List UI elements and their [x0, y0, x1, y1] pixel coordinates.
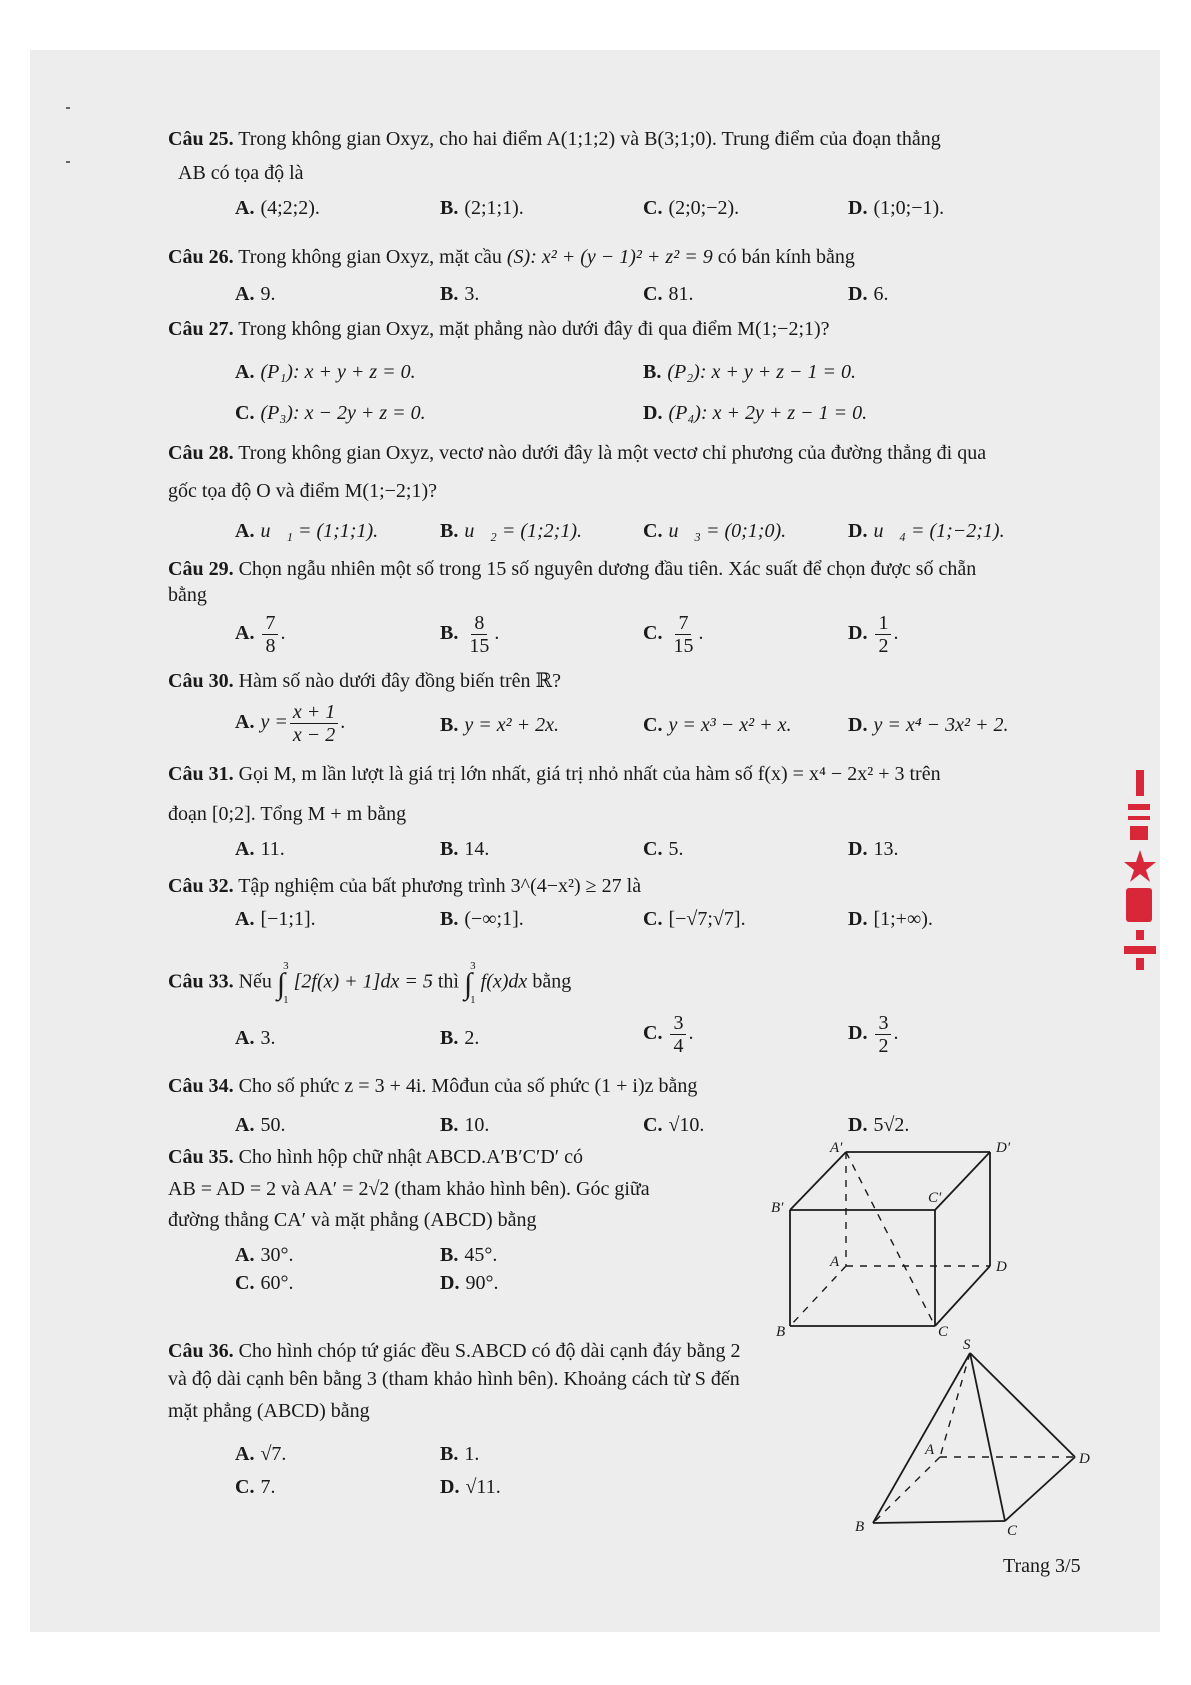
q36-option-d[interactable]: D. √11. [440, 1476, 501, 1498]
q31-line2: đoạn [0;2]. Tổng M + m bằng [168, 803, 407, 825]
q31-line1: Câu 31. Gọi M, m lần lượt là giá trị lớn nhất, giá trị nhỏ nhất của hàm số f(x) = x⁴ − 2x² + 3 trên [168, 763, 941, 785]
edge-d1c1 [935, 1152, 990, 1210]
q35-line2: AB = AD = 2 và AA′ = 2√2 (tham khảo hình bên). Góc giữa [168, 1178, 650, 1200]
q25-option-b[interactable]: B. (2;1;1). [440, 197, 524, 219]
q31-option-a[interactable]: A. 11. [235, 838, 285, 860]
edge-sd [970, 1353, 1075, 1457]
label-b: B [855, 1519, 865, 1535]
q32-line: Câu 32. Tập nghiệm của bất phương trình 3^(4−x²) ≥ 27 là [168, 875, 642, 897]
q33-option-d[interactable]: D. $\frac{3}{2}$ . [848, 1012, 899, 1057]
q31-option-b[interactable]: B. 14. [440, 838, 490, 860]
q36-line3: mặt phẳng (ABCD) bằng [168, 1400, 370, 1422]
edge-ab-hidden [873, 1457, 940, 1523]
q33-option-c[interactable]: C. $\frac{3}{4}$ . [643, 1012, 694, 1057]
q35-line1: Câu 35. Cho hình hộp chữ nhật ABCD.A′B′C′D′ có [168, 1146, 584, 1168]
q30-option-a[interactable]: A. y = $\frac{x + 1}{x - 2}$ . [235, 701, 346, 746]
q29-option-a[interactable]: A. $\frac{7}{8}$ . [235, 612, 286, 657]
q27-option-d[interactable]: D. (P₄): x + 2y + z − 1 = 0. [643, 402, 868, 424]
q30-option-c[interactable]: C. y = x³ − x² + x. [643, 714, 792, 736]
q32-option-a[interactable]: A. [−1;1]. [235, 908, 316, 930]
label-a1: A′ [830, 1140, 843, 1156]
label-d1: D′ [996, 1140, 1011, 1156]
q29-line1: Câu 29. Chọn ngẫu nhiên một số trong 15 số nguyên dương đầu tiên. Xác suất để chọn được số chẵn [168, 558, 977, 580]
q25-option-a[interactable]: A. (4;2;2). [235, 197, 320, 219]
edge-sc [970, 1353, 1005, 1521]
q25-option-d[interactable]: D. (1;0;−1). [848, 197, 945, 219]
q29-option-d[interactable]: D. $\frac{1}{2}$ . [848, 612, 899, 657]
q31-option-d[interactable]: D. 13. [848, 838, 899, 860]
q35-option-a[interactable]: A. 30°. [235, 1244, 294, 1266]
edge-sa-hidden [940, 1353, 970, 1457]
label-c: C [1007, 1523, 1018, 1535]
q36-line1: Câu 36. Cho hình chóp tứ giác đều S.ABCD có độ dài cạnh đáy bằng 2 [168, 1340, 741, 1362]
edge-ab-hidden [790, 1266, 846, 1326]
q26-option-c[interactable]: C. 81. [643, 283, 694, 305]
q27-line: Câu 27. Trong không gian Oxyz, mặt phẳng nào dưới đây đi qua điểm M(1;−2;1)? [168, 318, 830, 340]
label-c: C [938, 1324, 949, 1340]
q25-line2: AB có tọa độ là [178, 162, 304, 184]
q27-option-b[interactable]: B. (P₂): x + y + z − 1 = 0. [643, 361, 857, 383]
edge-cd [1005, 1457, 1075, 1521]
edge-sb [873, 1353, 970, 1523]
q34-option-d[interactable]: D. 5√2. [848, 1114, 910, 1136]
q30-option-b[interactable]: B. y = x² + 2x. [440, 714, 559, 736]
q36-option-b[interactable]: B. 1. [440, 1443, 480, 1465]
q35-box-figure [770, 1140, 1030, 1340]
label-a: A [830, 1254, 840, 1270]
q30-option-d[interactable]: D. y = x⁴ − 3x² + 2. [848, 714, 1009, 736]
scan-mark [66, 107, 70, 109]
edge-a1b1 [790, 1152, 846, 1210]
q33-option-b[interactable]: B. 2. [440, 1027, 480, 1049]
q35-option-b[interactable]: B. 45°. [440, 1244, 498, 1266]
q26-option-a[interactable]: A. 9. [235, 283, 276, 305]
label-d: D [1079, 1451, 1090, 1467]
q28-option-d[interactable]: D. u⃗₄ = (1;−2;1). [848, 520, 1005, 542]
label-s: S [963, 1337, 971, 1353]
integral-sign: ∫ [276, 967, 286, 1001]
diagonal-ca1 [846, 1152, 935, 1326]
q28-line2: gốc tọa độ O và điểm M(1;−2;1)? [168, 480, 437, 502]
label-c1: C′ [928, 1190, 942, 1206]
integral-sign: ∫ [463, 967, 473, 1001]
q36-option-a[interactable]: A. √7. [235, 1443, 287, 1465]
q34-option-c[interactable]: C. √10. [643, 1114, 705, 1136]
q27-option-a[interactable]: A. (P₁): x + y + z = 0. [235, 361, 416, 383]
q36-option-c[interactable]: C. 7. [235, 1476, 276, 1498]
q33-line: Câu 33. Nếu ∫ 3 1 [2f(x) + 1]dx = 5 thì ∫ 3 1 f(x)dx bằng [168, 960, 572, 1006]
q35-line3: đường thẳng CA′ và mặt phẳng (ABCD) bằng [168, 1209, 537, 1231]
q26-option-b[interactable]: B. 3. [440, 283, 480, 305]
q32-option-c[interactable]: C. [−√7;√7]. [643, 908, 746, 930]
q26-line: Câu 26. Trong không gian Oxyz, mặt cầu (S): x² + (y − 1)² + z² = 9 có bán kính bằng [168, 246, 855, 268]
q30-line: Câu 30. Hàm số nào dưới đây đồng biến trên ℝ? [168, 670, 561, 692]
q29-line2: bằng [168, 584, 207, 606]
edge-bc [873, 1521, 1005, 1523]
scan-mark [66, 161, 70, 163]
q29-option-b[interactable]: B. $\frac{8}{15}$ . [440, 612, 500, 657]
q28-line1: Câu 28. Trong không gian Oxyz, vectơ nào dưới đây là một vectơ chỉ phương của đường thẳng đi qua [168, 442, 987, 464]
q34-line: Câu 34. Cho số phức z = 3 + 4i. Môđun của số phức (1 + i)z bằng [168, 1075, 698, 1097]
edge-cd [935, 1266, 990, 1326]
q28-option-a[interactable]: A. u⃗₁ = (1;1;1). [235, 520, 379, 542]
q25-line1: Câu 25. Trong không gian Oxyz, cho hai điểm A(1;1;2) và B(3;1;0). Trung điểm của đoạn thẳng [168, 128, 941, 150]
q25-option-c[interactable]: C. (2;0;−2). [643, 197, 740, 219]
q27-option-c[interactable]: C. (P₃): x − 2y + z = 0. [235, 402, 426, 424]
q34-option-b[interactable]: B. 10. [440, 1114, 490, 1136]
q36-pyramid-figure [845, 1335, 1095, 1535]
q28-option-b[interactable]: B. u⃗₂ = (1;2;1). [440, 520, 582, 542]
q31-option-c[interactable]: C. 5. [643, 838, 684, 860]
label-b1: B′ [771, 1200, 784, 1216]
q34-option-a[interactable]: A. 50. [235, 1114, 286, 1136]
q35-option-c[interactable]: C. 60°. [235, 1272, 294, 1294]
page-number: Trang 3/5 [1003, 1555, 1081, 1577]
q32-option-d[interactable]: D. [1;+∞). [848, 908, 933, 930]
red-seal-stamp [1118, 770, 1162, 970]
label-d: D [996, 1259, 1007, 1275]
q29-option-c[interactable]: C. $\frac{7}{15}$ . [643, 612, 704, 657]
q28-option-c[interactable]: C. u⃗₃ = (0;1;0). [643, 520, 787, 542]
q26-option-d[interactable]: D. 6. [848, 283, 889, 305]
q36-line2: và độ dài cạnh bên bằng 3 (tham khảo hình bên). Khoảng cách từ S đến [168, 1368, 740, 1390]
label-a: A [925, 1442, 935, 1458]
q33-option-a[interactable]: A. 3. [235, 1027, 276, 1049]
q35-option-d[interactable]: D. 90°. [440, 1272, 499, 1294]
q32-option-b[interactable]: B. (−∞;1]. [440, 908, 524, 930]
label-b: B [776, 1324, 786, 1340]
